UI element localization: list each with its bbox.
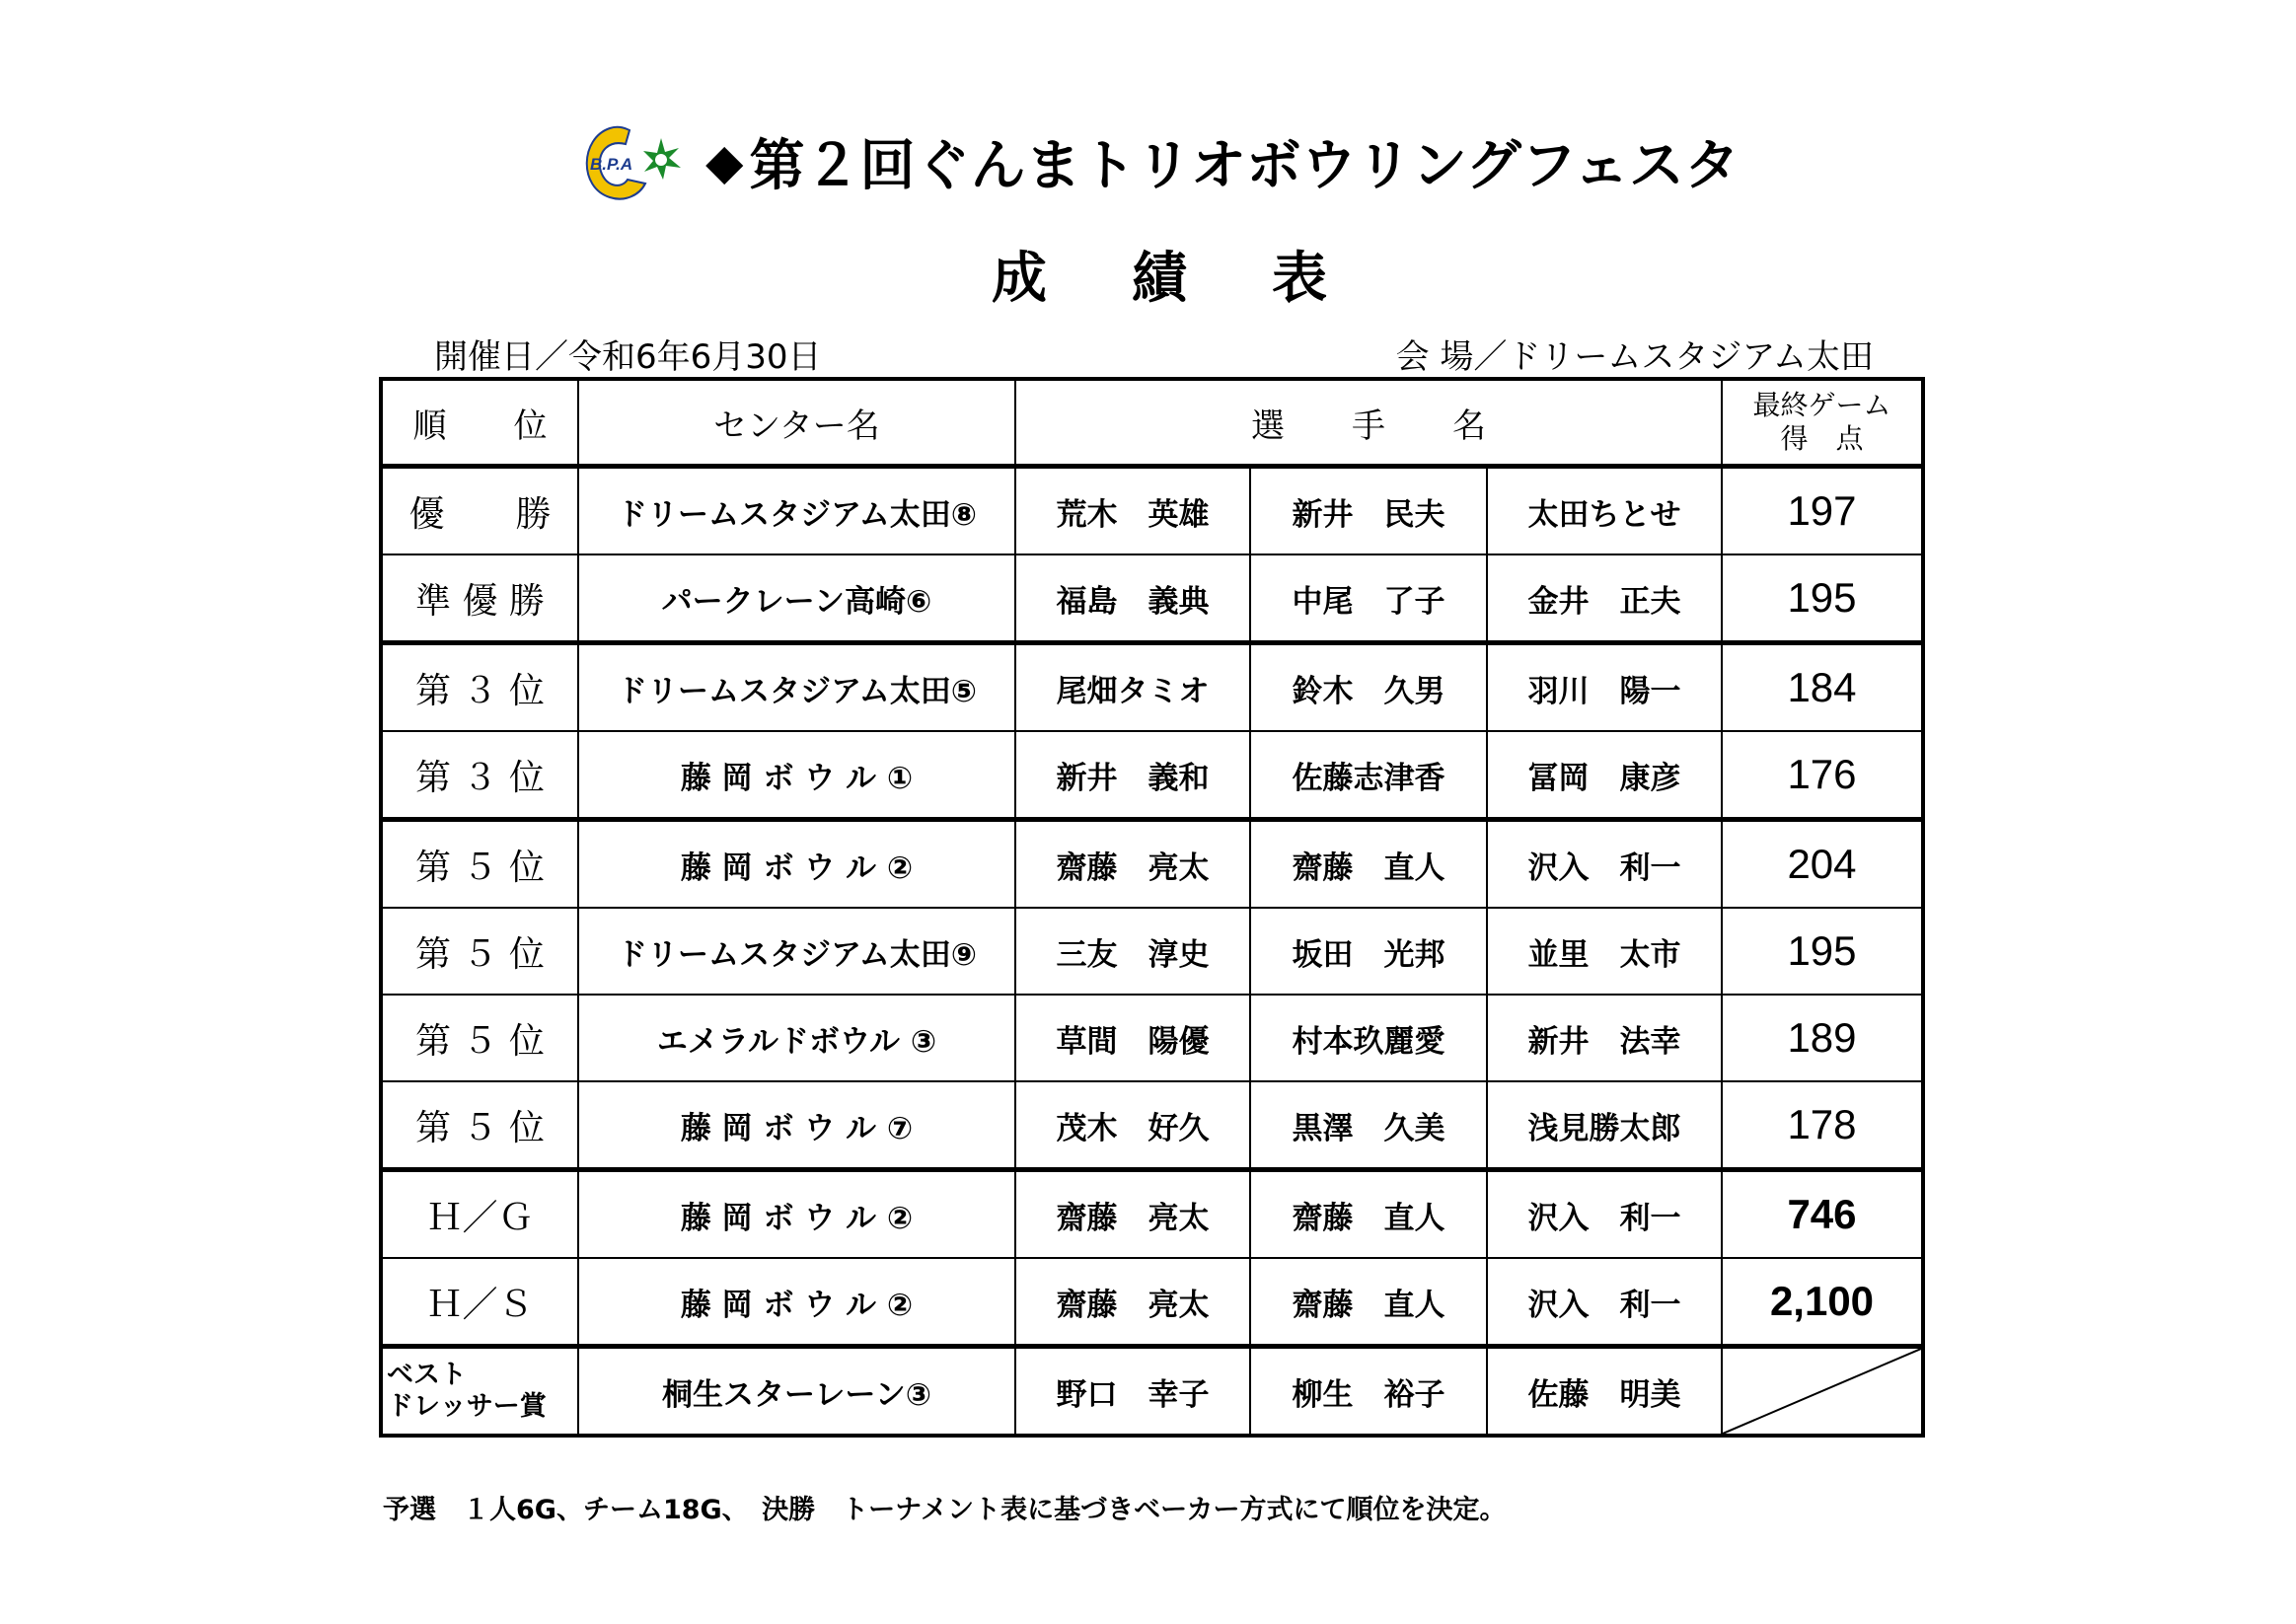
subtitle-char: 成 (992, 247, 1047, 311)
player-cell: 佐藤 明美 (1487, 1347, 1722, 1437)
score-cell: 176 (1722, 731, 1923, 820)
table-header-row (381, 379, 1923, 467)
player-cell: 三友 淳史 (1015, 908, 1250, 995)
center-cell: 藤 岡 ボ ウ ル ② (578, 820, 1015, 909)
rank-cell: Ｈ／Ｇ (381, 1170, 578, 1259)
player-cell: 草間 陽優 (1015, 995, 1250, 1081)
score-cell: 195 (1722, 554, 1923, 643)
player-cell: 沢入 利一 (1487, 1170, 1722, 1259)
score-cell: 197 (1722, 467, 1923, 555)
title-text: 第２回ぐんまトリオボウリングフェスタ (749, 134, 1740, 198)
table-row (381, 554, 1923, 643)
table-row (381, 820, 1923, 909)
player-cell: 齋藤 直人 (1250, 1258, 1487, 1347)
rank-cell: 第 ５ 位 (381, 995, 578, 1081)
player-cell: 浅見勝太郎 (1487, 1081, 1722, 1170)
gbpa-logo-icon (570, 118, 689, 207)
player-cell: 新井 民夫 (1250, 467, 1487, 555)
subtitle-char: 績 (1132, 247, 1187, 311)
table-row (381, 467, 1923, 555)
center-cell: 藤 岡 ボ ウ ル ⑦ (578, 1081, 1015, 1170)
score-cell: 195 (1722, 908, 1923, 995)
rank-cell: 準 優 勝 (381, 554, 578, 643)
table-row (381, 995, 1923, 1081)
table-row (381, 908, 1923, 995)
diamond-icon: ◆ (705, 133, 744, 190)
score-cell: 189 (1722, 995, 1923, 1081)
player-cell: 齋藤 直人 (1250, 820, 1487, 909)
subtitle-char: 表 (1272, 247, 1327, 311)
player-cell: 中尾 了子 (1250, 554, 1487, 643)
header-center: センター名 (578, 379, 1015, 467)
center-cell: 藤 岡 ボ ウ ル ① (578, 731, 1015, 820)
footnote: 予選 １人6G、チーム18G、 決勝 トーナメント表に基づきベーカー方式にて順位を決定。 (383, 1495, 1507, 1525)
table-row (381, 1258, 1923, 1347)
score-cell: 178 (1722, 1081, 1923, 1170)
center-cell: 藤 岡 ボ ウ ル ② (578, 1170, 1015, 1259)
subtitle (992, 235, 1327, 314)
center-cell: ドリームスタジアム太田⑤ (578, 643, 1015, 732)
score-cell: 204 (1722, 820, 1923, 909)
player-cell: 野口 幸子 (1015, 1347, 1250, 1437)
player-cell: 沢入 利一 (1487, 820, 1722, 909)
rank-line1: ベスト (387, 1360, 467, 1390)
player-cell: 佐藤志津香 (1250, 731, 1487, 820)
diagonal-line-icon (1723, 1349, 1921, 1434)
page-title (705, 122, 1740, 201)
rank-cell: 優 勝 (381, 467, 578, 555)
center-cell: 桐生スターレーン③ (578, 1347, 1015, 1437)
rank-cell: 第 ５ 位 (381, 1081, 578, 1170)
player-cell: 金井 正夫 (1487, 554, 1722, 643)
table-row (381, 1170, 1923, 1259)
center-cell: ドリームスタジアム太田⑧ (578, 467, 1015, 555)
player-cell: 黒澤 久美 (1250, 1081, 1487, 1170)
player-cell: 沢入 利一 (1487, 1258, 1722, 1347)
score-cell: 746 (1722, 1170, 1923, 1259)
header-score (1722, 379, 1923, 467)
player-cell: 太田ちとせ (1487, 467, 1722, 555)
header-score-line1: 最終ゲーム (1752, 389, 1891, 421)
header-score-line2: 得 点 (1780, 422, 1864, 455)
player-cell: 茂木 好久 (1015, 1081, 1250, 1170)
header-rank: 順 位 (381, 379, 578, 467)
player-cell: 齋藤 亮太 (1015, 1258, 1250, 1347)
table-row (381, 643, 1923, 732)
player-cell: 新井 法幸 (1487, 995, 1722, 1081)
score-cell: 2,100 (1722, 1258, 1923, 1347)
player-cell: 荒木 英雄 (1015, 467, 1250, 555)
player-cell: 齋藤 直人 (1250, 1170, 1487, 1259)
player-cell: 齋藤 亮太 (1015, 1170, 1250, 1259)
center-cell: パークレーン高崎⑥ (578, 554, 1015, 643)
center-cell: ドリームスタジアム太田⑨ (578, 908, 1015, 995)
player-cell: 冨岡 康彦 (1487, 731, 1722, 820)
table-row (381, 731, 1923, 820)
player-cell: 尾畑タミオ (1015, 643, 1250, 732)
player-cell: 柳生 裕子 (1250, 1347, 1487, 1437)
player-cell: 鈴木 久男 (1250, 643, 1487, 732)
results-table (379, 377, 1925, 1438)
player-cell: 新井 義和 (1015, 731, 1250, 820)
player-cell: 羽川 陽一 (1487, 643, 1722, 732)
rank-cell: 第 ３ 位 (381, 731, 578, 820)
rank-cell: 第 ５ 位 (381, 820, 578, 909)
rank-cell: 第 ３ 位 (381, 643, 578, 732)
player-cell: 福島 義典 (1015, 554, 1250, 643)
center-cell: 藤 岡 ボ ウ ル ② (578, 1258, 1015, 1347)
center-cell: エメラルドボウル ③ (578, 995, 1015, 1081)
rank-line2: ドレッサー賞 (387, 1391, 547, 1422)
player-cell: 村本玖麗愛 (1250, 995, 1487, 1081)
table-row (381, 1347, 1923, 1437)
logo-text: B.P.A (590, 155, 633, 174)
score-cell: 184 (1722, 643, 1923, 732)
event-venue: 会 場／ドリームスタジアム太田 (1395, 337, 1874, 377)
header-players: 選 手 名 (1015, 379, 1722, 467)
rank-cell: Ｈ／Ｓ (381, 1258, 578, 1347)
event-date: 開催日／令和6年6月30日 (434, 337, 822, 377)
table-row (381, 1081, 1923, 1170)
player-cell: 坂田 光邦 (1250, 908, 1487, 995)
rank-cell (381, 1347, 578, 1437)
rank-cell: 第 ５ 位 (381, 908, 578, 995)
empty-score-slash (1722, 1347, 1923, 1437)
player-cell: 齋藤 亮太 (1015, 820, 1250, 909)
player-cell: 並里 太市 (1487, 908, 1722, 995)
